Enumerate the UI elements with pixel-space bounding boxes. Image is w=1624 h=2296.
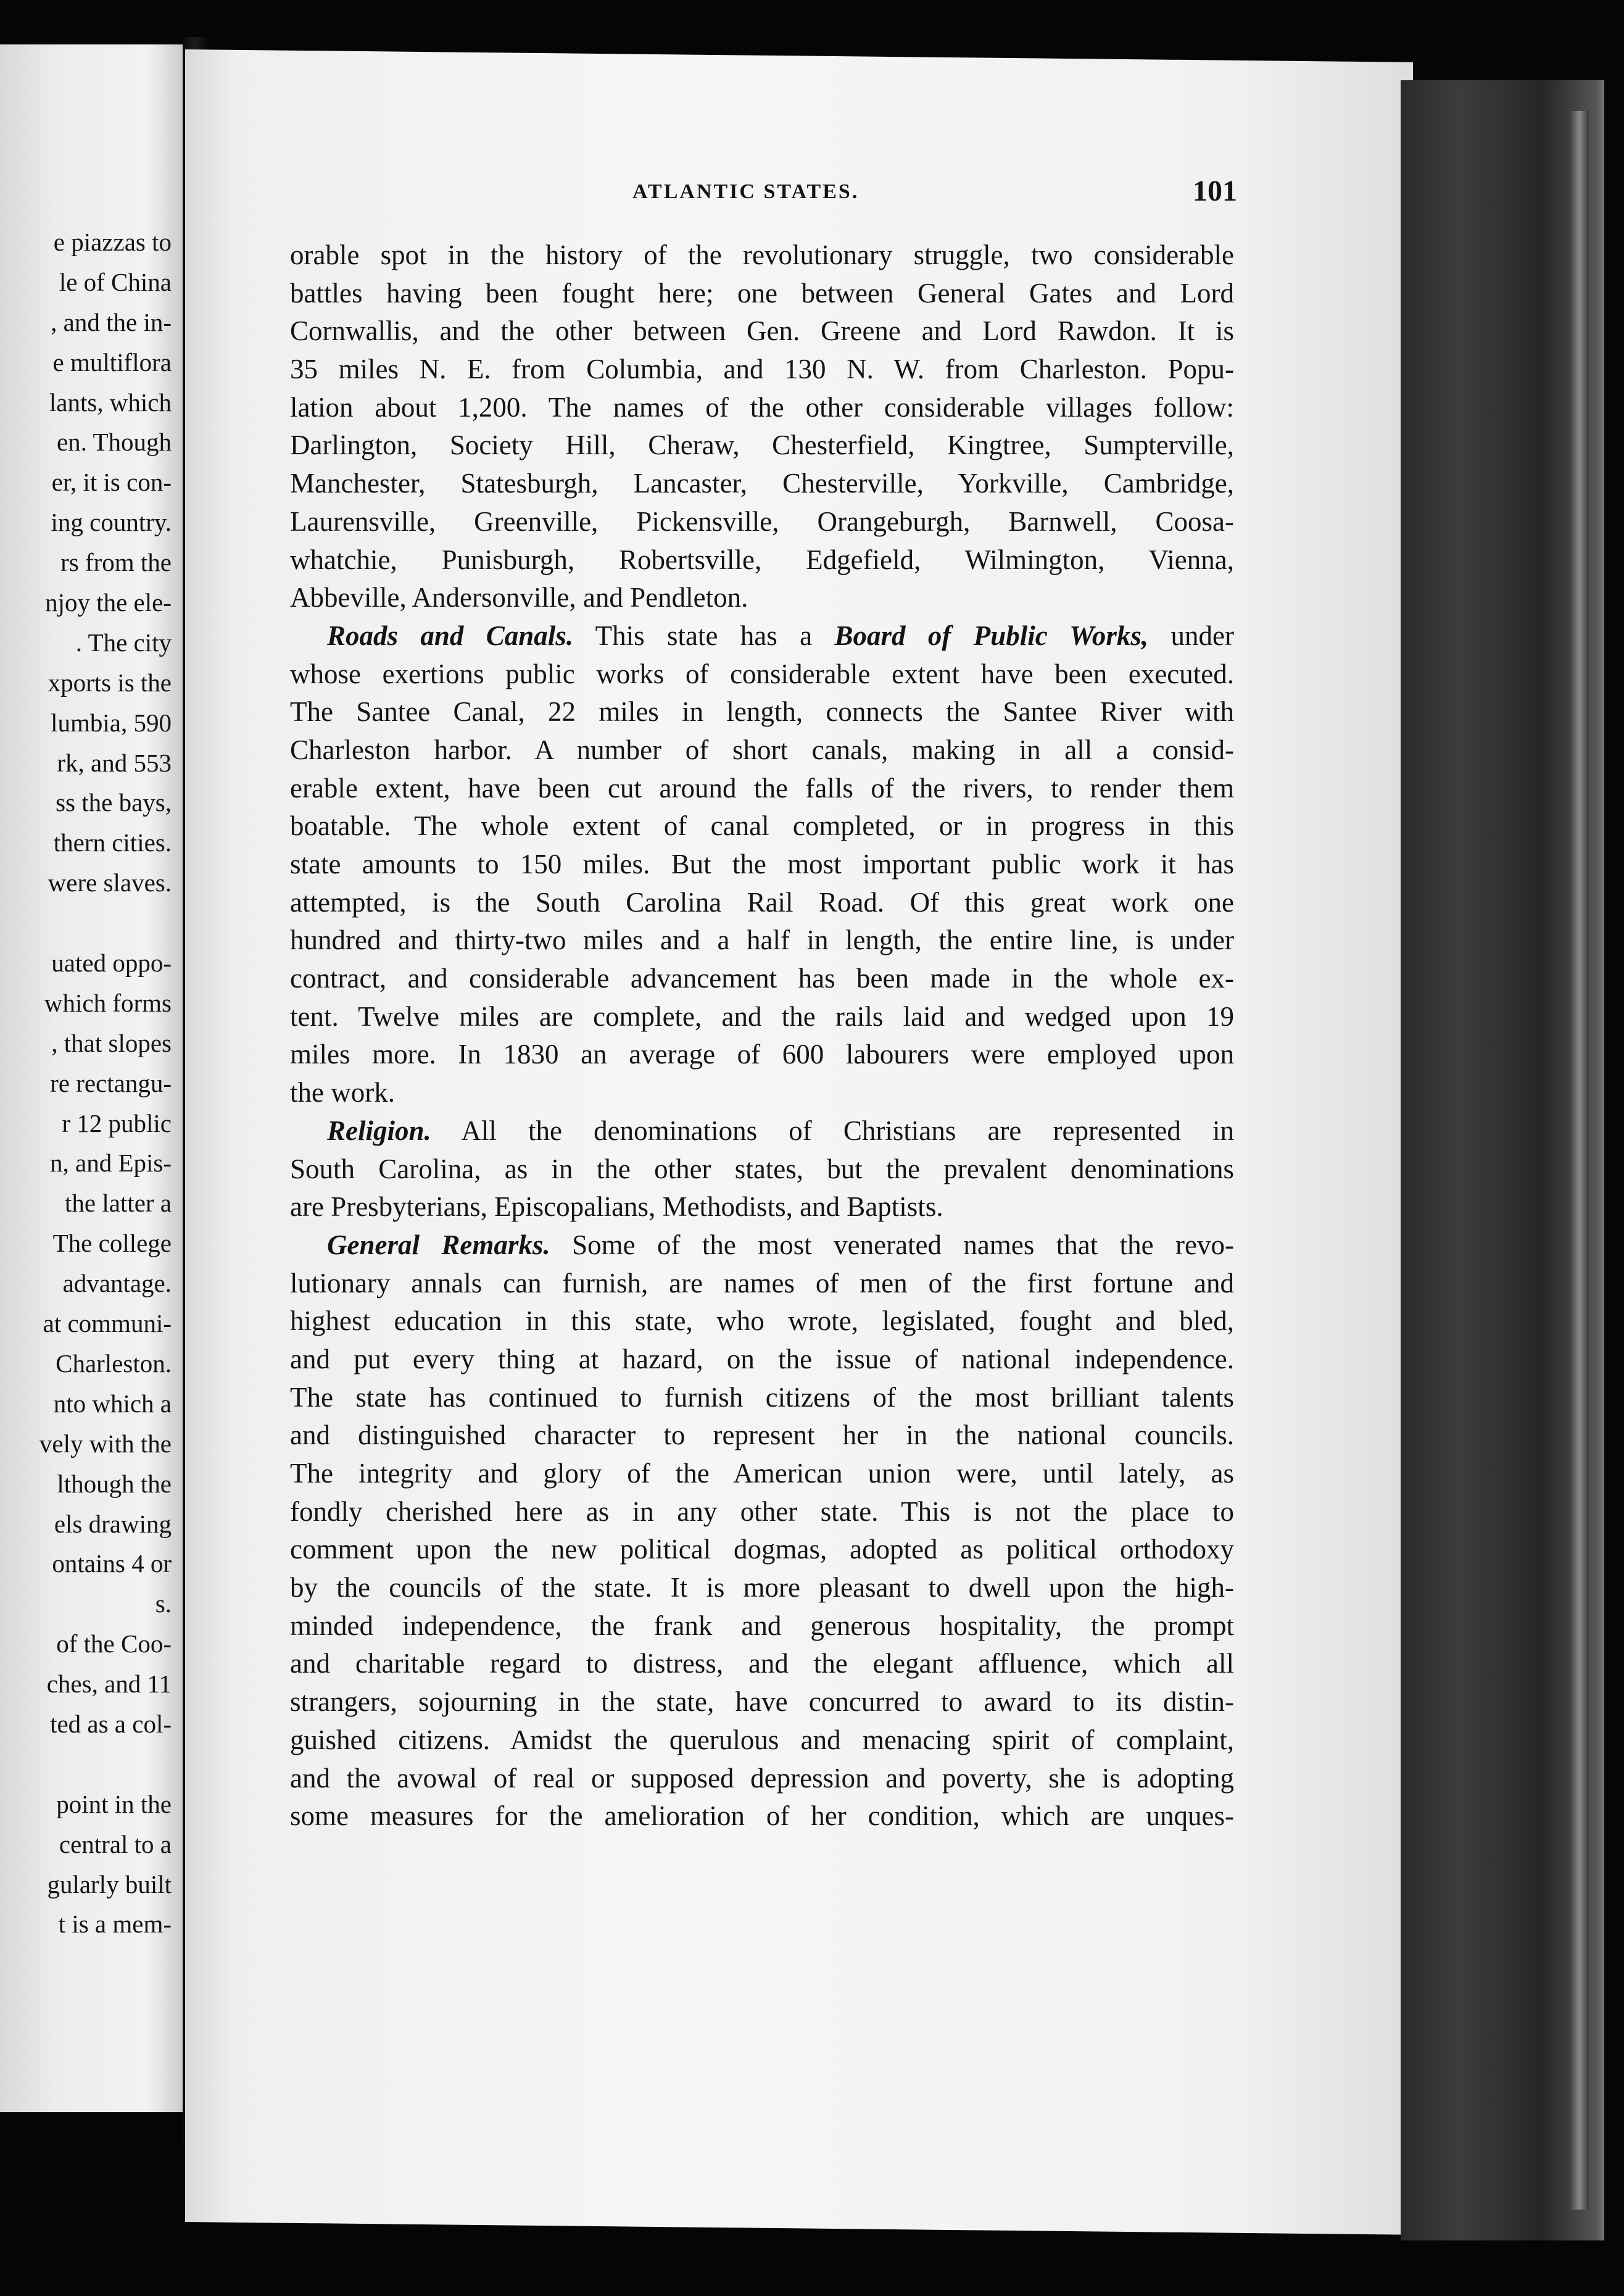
left-page-line: le of China [59, 267, 172, 296]
text-line: lation about 1,200. The names of the other considerable villages follow: [290, 391, 1234, 423]
text-line: orable spot in the history of the revolutionary struggle, two considerable [290, 239, 1234, 270]
left-page-line: which forms [44, 988, 172, 1017]
left-page-line: uated oppo- [51, 949, 172, 978]
left-page-line: thern cities. [53, 828, 172, 857]
left-page-line: The college [52, 1229, 172, 1258]
text-line: lutionary annals can furnish, are names of men of the first fortune and [290, 1267, 1234, 1299]
paragraph-religion-first-line: Religion. All the denominations of Christians are represented in [327, 1115, 1234, 1146]
text-line: boatable. The whole extent of canal completed, or in progress in this [290, 810, 1234, 842]
left-page-line: s. [155, 1589, 172, 1618]
text-line: some measures for the amelioration of her condition, which are unques- [290, 1800, 1234, 1832]
paragraph-roads-first-line: Roads and Canals. This state has a Board of Public Works, under [327, 620, 1235, 651]
left-page-fragment [0, 44, 185, 2112]
section-heading-roads: Roads and Canals. [327, 620, 574, 651]
left-page-line: lumbia, 590 [51, 708, 172, 737]
page-edge [1570, 111, 1589, 2210]
text-line: hundred and thirty-two miles and a half in length, the entire line, is under [290, 925, 1234, 956]
paragraph-remarks-first-line: General Remarks. Some of the most venerated names that the revo- [327, 1229, 1234, 1260]
text-line: the work. [290, 1077, 395, 1108]
text-line: Darlington, Society Hill, Cheraw, Chesterfield, Kingtree, Sumpterville, [290, 430, 1234, 461]
left-page-line: lants, which [49, 388, 172, 417]
left-page-line: ontains 4 or [52, 1549, 172, 1578]
text-line: Cornwallis, and the other between Gen. Greene and Lord Rawdon. It is [290, 315, 1234, 347]
left-page-line: at communi- [43, 1309, 172, 1338]
text-line: Manchester, Statesburgh, Lancaster, Chesterville, Yorkville, Cambridge, [290, 468, 1234, 499]
text-line: erable extent, have been cut around the falls of the rivers, to render them [290, 772, 1234, 804]
text-line: battles having been fought here; one between General Gates and Lord [290, 277, 1234, 309]
text-line: Abbeville, Andersonville, and Pendleton. [290, 582, 748, 614]
text-line: guished citizens. Amidst the querulous and menacing spirit of complaint, [290, 1724, 1234, 1755]
left-page-line: lthough the [57, 1469, 172, 1498]
left-page-line: central to a [59, 1829, 172, 1858]
text-line: by the councils of the state. It is more pleasant to dwell upon the high- [290, 1572, 1234, 1603]
text-line: and put every thing at hazard, on the issue of national independence. [290, 1343, 1234, 1375]
text-line: South Carolina, as in the other states, but the prevalent denominations [290, 1153, 1234, 1184]
left-page-line: . The city [75, 628, 172, 657]
left-page-text [0, 222, 172, 1944]
text-line: The state has continued to furnish citizens of the most brilliant talents [290, 1381, 1234, 1413]
text-line: comment upon the new political dogmas, adopted as political orthodoxy [290, 1534, 1234, 1565]
text-line: highest education in this state, who wrote, legislated, fought and bled, [290, 1305, 1234, 1337]
section-heading-religion: Religion. [327, 1115, 431, 1146]
left-page-line: vely with the [39, 1429, 172, 1458]
left-page-line: njoy the ele- [45, 588, 172, 617]
text-line: fondly cherished here as in any other state. This is not the place to [290, 1495, 1234, 1527]
text-line: tent. Twelve miles are complete, and the rails laid and wedged upon 19 [290, 1000, 1234, 1032]
left-page-line: the latter a [64, 1189, 172, 1218]
text-line: attempted, is the South Carolina Rail Road. Of this great work one [290, 886, 1234, 918]
left-page-line: advantage. [62, 1269, 172, 1298]
left-page-line: Charleston. [56, 1349, 172, 1378]
left-page-line: rk, and 553 [57, 748, 172, 777]
left-page-line: were slaves. [48, 868, 172, 897]
left-page-line: t is a mem- [58, 1910, 172, 1939]
section-heading-remarks: General Remarks. [327, 1229, 550, 1260]
left-page-line: e multiflora [52, 347, 172, 376]
text-line: whose exertions public works of considerable extent have been executed. [290, 658, 1234, 689]
text-line: and the avowal of real or supposed depression and poverty, she is adopting [290, 1762, 1234, 1794]
left-page-line [0, 903, 172, 943]
left-page-line: nto which a [53, 1389, 172, 1418]
paragraph-religion [290, 1150, 1234, 1226]
text-line: are Presbyterians, Episcopalians, Methodists, and Baptists. [290, 1191, 943, 1223]
left-page-line: rs from the [60, 548, 172, 577]
left-page-line [0, 1744, 172, 1784]
left-page-line: , that slopes [51, 1028, 172, 1057]
left-page-line: er, it is con- [51, 468, 172, 497]
text-line: miles more. In 1830 an average of 600 labourers were employed upon [290, 1039, 1234, 1070]
left-page-line: ted as a col- [50, 1709, 172, 1738]
text-line: whatchie, Punisburgh, Robertsville, Edgefield, Wilmington, Vienna, [290, 544, 1234, 575]
left-page-line: ches, and 11 [46, 1670, 172, 1699]
text-line: 35 miles N. E. from Columbia, and 130 N. W. from Charleston. Popu- [290, 354, 1234, 385]
text-line: The integrity and glory of the American union were, until lately, as [290, 1458, 1234, 1489]
left-page-line: r 12 public [62, 1108, 172, 1138]
body-text [290, 236, 1234, 1836]
left-page-line: gularly built [47, 1870, 172, 1899]
text-line: Charleston harbor. A number of short canals, making in all a consid- [290, 734, 1234, 765]
left-page-line: xports is the [48, 668, 172, 697]
paragraph-remarks [290, 1265, 1234, 1836]
text-line: and distinguished character to represent her in the national councils. [290, 1420, 1234, 1451]
left-page-line: ss the bays, [56, 788, 172, 817]
page-header [632, 175, 1237, 215]
text-line: contract, and considerable advancement has been made in the whole ex- [290, 963, 1234, 994]
text-line: The Santee Canal, 22 miles in length, connects the Santee River with [290, 696, 1234, 728]
text-line: strangers, sojourning in the state, have concurred to award to its distin- [290, 1686, 1234, 1718]
text-line: Laurensville, Greenville, Pickensville, Orangeburgh, Barnwell, Coosa- [290, 505, 1234, 537]
paragraph-villages [290, 236, 1234, 617]
left-page-line: n, and Epis- [50, 1149, 172, 1178]
left-page-line: ing country. [51, 508, 172, 537]
left-page-line: en. Though [56, 428, 172, 457]
page-number: 101 [1193, 175, 1237, 207]
text-line: state amounts to 150 miles. But the most important public work it has [290, 849, 1234, 880]
text-line: minded independence, the frank and generous hospitality, the prompt [290, 1610, 1234, 1641]
left-page-line: of the Coo- [56, 1629, 172, 1658]
left-page-line: e piazzas to [53, 228, 172, 256]
text-line: and charitable regard to distress, and the elegant affluence, which all [290, 1648, 1234, 1679]
paragraph-roads [290, 655, 1234, 1112]
left-page-line: els drawing [54, 1509, 172, 1538]
running-head: ATLANTIC STATES. [632, 180, 860, 203]
left-page-line: re rectangu- [50, 1068, 172, 1097]
left-page-line: point in the [56, 1789, 172, 1818]
left-page-line: , and the in- [51, 307, 172, 336]
